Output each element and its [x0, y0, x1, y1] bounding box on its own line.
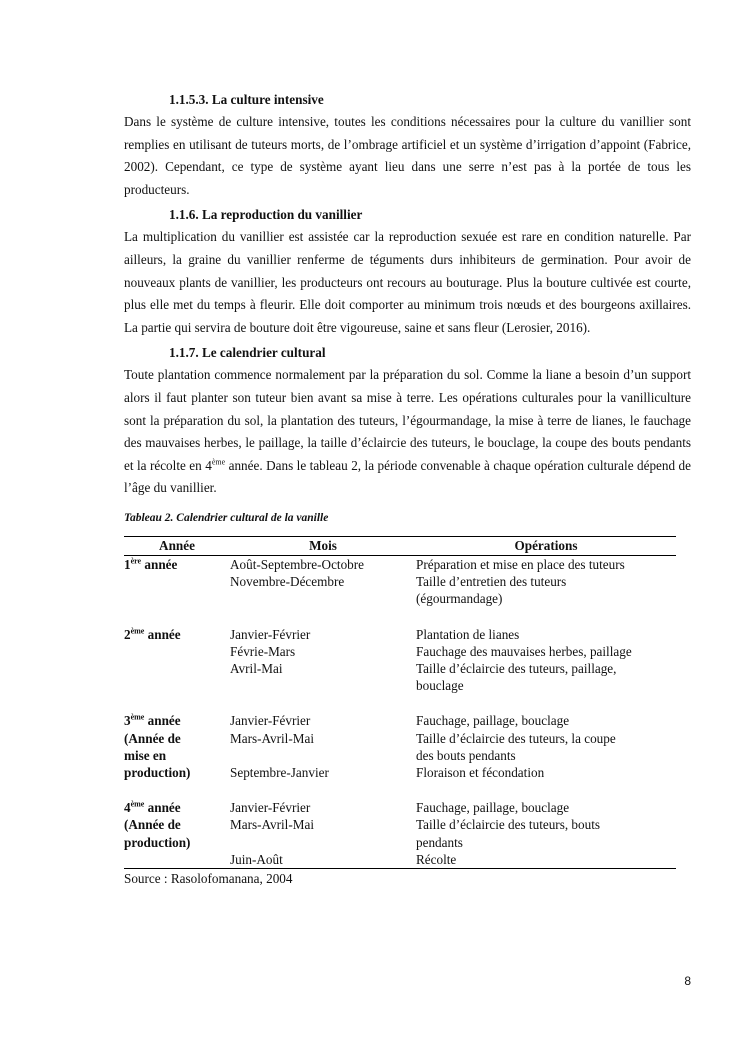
table-row: [124, 712, 676, 729]
year-number: 4: [124, 800, 131, 816]
table-spacer-row: [124, 781, 676, 799]
table-row: [124, 590, 676, 607]
cell-operation: Préparation et mise en place des tuteurs: [416, 556, 625, 572]
header-mois: Mois: [230, 536, 416, 555]
section-heading-culture-intensive: 1.1.5.3. La culture intensive: [169, 92, 324, 107]
cell-mois: Mars-Avril-Mai: [230, 730, 314, 746]
cell-mois: [230, 590, 416, 607]
cell-operation: pendants: [416, 834, 463, 850]
cell-mois: [230, 834, 416, 851]
table-row: [124, 555, 676, 573]
cell-annee: [124, 712, 230, 729]
cell-annee: [124, 677, 230, 694]
cell-operation: Taille d’éclaircie des tuteurs, bouts: [416, 817, 600, 833]
section-heading-calendrier: 1.1.7. Le calendrier cultural: [169, 345, 326, 361]
cell-annee: [124, 626, 230, 643]
cell-mois: Août-Septembre-Octobre: [230, 556, 365, 572]
table-row: [124, 834, 676, 851]
table-row: [124, 816, 676, 833]
table-caption: Tableau 2. Calendrier cultural de la vanille: [124, 511, 329, 524]
table-row: [124, 851, 676, 869]
cell-operation: Taille d’éclaircie des tuteurs, la coupe: [416, 730, 616, 746]
cell-annee: [124, 643, 230, 660]
cell-operation: Plantation de lianes: [416, 626, 520, 642]
table-spacer-row: [124, 694, 676, 712]
document-page: [124, 88, 691, 888]
cell-annee: production): [124, 764, 191, 780]
cell-mois: Avril-Mai: [230, 660, 283, 676]
cell-mois: Novembre-Décembre: [230, 574, 345, 590]
table-row: [124, 747, 676, 764]
cell-mois: Mars-Avril-Mai: [230, 817, 314, 833]
table-source: Source : Rasolofomanana, 2004: [124, 870, 293, 886]
cell-annee: [124, 555, 230, 573]
cell-annee: [124, 799, 230, 816]
table-row: [124, 677, 676, 694]
year-label: année: [144, 713, 181, 729]
cell-operation: des bouts pendants: [416, 747, 516, 763]
header-annee: Année: [124, 536, 230, 555]
cell-annee: [124, 573, 230, 590]
cell-mois: Septembre-Janvier: [230, 764, 329, 780]
cell-mois: Janvier-Février: [230, 713, 311, 729]
year-superscript: ère: [130, 556, 142, 566]
cell-annee: (Année de: [124, 730, 181, 746]
year-label: année: [144, 626, 181, 642]
superscript-eme: ème: [211, 457, 226, 467]
cell-operation: (égourmandage): [416, 591, 503, 607]
calendar-table: [124, 536, 676, 869]
paragraph-calendrier-part-a: Toute plantation commence normalement par la préparation du sol. Comme la liane a besoin d’un support alors il faut planter son tuteur bien avant sa mise à terre. Les opérations culturales pour la vanilliculture sont la préparation du sol, la plantation des tuteurs, l’égourmandage, la mise à terre de lianes, le fauchage des mauvaises herbes, le paillage, la taille d’éclaircie des tuteurs, le bouclage, la coupe des bouts pendants et la récolte en 4: [124, 367, 691, 473]
year-number: 1: [124, 556, 131, 572]
table-row: [124, 626, 676, 643]
cell-mois: Juin-Août: [230, 851, 416, 869]
paragraph-calendrier-part-b: année. Dans le tableau 2, la période convenable à chaque opération culturale dépend de l’âge du vanillier.: [124, 457, 692, 496]
year-superscript: ème: [130, 626, 145, 636]
table-row: [124, 573, 676, 590]
cell-operation: Récolte: [416, 851, 676, 869]
year-label: année: [141, 556, 178, 572]
cell-annee: production): [124, 834, 191, 850]
cell-mois: Janvier-Février: [230, 800, 311, 816]
table-body: [124, 555, 676, 868]
header-operations: Opérations: [416, 536, 676, 555]
cell-operation: Fauchage, paillage, bouclage: [416, 713, 570, 729]
cell-operation: Taille d’éclaircie des tuteurs, paillage,: [416, 660, 617, 676]
cell-annee: (Année de: [124, 817, 181, 833]
section-heading-reproduction: 1.1.6. La reproduction du vanillier: [169, 207, 363, 223]
table-row: [124, 799, 676, 816]
cell-operation: Fauchage des mauvaises herbes, paillage: [416, 643, 632, 659]
year-number: 3: [124, 713, 131, 729]
table-row: [124, 764, 676, 781]
cell-mois: Févrie-Mars: [230, 643, 296, 659]
table-row: [124, 730, 676, 747]
year-superscript: ème: [130, 799, 145, 809]
year-superscript: ème: [130, 712, 145, 722]
table-spacer-row: [124, 608, 676, 626]
cell-operation: Floraison et fécondation: [416, 764, 545, 780]
page-number: 8: [684, 974, 691, 988]
cell-operation: Taille d’entretien des tuteurs: [416, 574, 567, 590]
paragraph-culture-intensive: Dans le système de culture intensive, toutes les conditions nécessaires pour la culture du vanillier sont remplies en utilisant de tuteurs morts, de l’ombrage artificiel et un système d’irrigation d’appoint (Fabrice, 2002). Cependant, ce type de système ayant lieu dans une serre n’est pas à la portée de tous les producteurs.: [124, 114, 691, 197]
paragraph-calendrier: [124, 364, 691, 500]
cell-mois: [230, 677, 416, 694]
table-header-row: [124, 536, 676, 555]
cell-annee: [124, 851, 230, 869]
cell-annee: [124, 590, 230, 607]
cell-mois: [230, 747, 416, 764]
table-row: [124, 660, 676, 677]
cell-operation: Fauchage, paillage, bouclage: [416, 800, 570, 816]
cell-operation: bouclage: [416, 678, 464, 694]
paragraph-reproduction: La multiplication du vanillier est assistée car la reproduction sexuée est rare en condition naturelle. Par ailleurs, la graine du vanillier renferme de téguments durs inhibiteurs de germination. Pour avoir de nouveaux plants de vanillier, les producteurs ont recours au bouturage. Plus la bouture cultivée est courte, plus elle met du temps à fleurir. Elle doit comporter au minimum trois nœuds et des bourgeons axillaires. La partie qui servira de bouture doit être vigoureuse, saine et sans fleur (Lerosier, 2016).: [124, 229, 691, 335]
year-number: 2: [124, 626, 131, 642]
cell-annee: [124, 660, 230, 677]
cell-mois: Janvier-Février: [230, 626, 311, 642]
table-row: [124, 643, 676, 660]
cell-annee: mise en: [124, 747, 167, 763]
year-label: année: [144, 800, 181, 816]
